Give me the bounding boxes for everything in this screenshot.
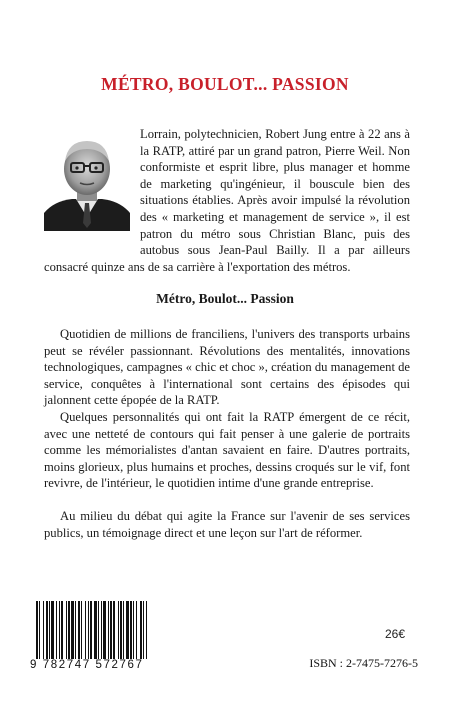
barcode-bar	[113, 601, 115, 659]
barcode-bar	[75, 601, 76, 659]
barcode-bar	[43, 601, 44, 659]
barcode-bar	[140, 601, 142, 659]
barcode-bar	[36, 601, 38, 665]
description-paragraph-1: Quotidien de millions de franciliens, l'univers des transports urbains peut se révéler passionnant. Révolutions des mentalités, innovations technologiques, campagnes « chic et choc », création du management de service, conquêtes à l'international sont certains des épisodes qui jalonnent cette épopée de la RATP.	[44, 327, 410, 408]
barcode-bar	[39, 601, 40, 665]
barcode-bar	[90, 601, 92, 665]
barcode-bar	[98, 601, 99, 659]
barcode-bar	[133, 601, 134, 659]
barcode-bar	[101, 601, 102, 659]
barcode-bar	[103, 601, 106, 659]
barcode-bar	[136, 601, 137, 659]
barcode-bar	[68, 601, 70, 659]
barcode-bar	[85, 601, 86, 659]
barcode-bar	[108, 601, 109, 659]
barcode-digits: 9 782747 572767	[28, 659, 206, 671]
barcode-bar	[66, 601, 67, 659]
barcode-bar	[146, 601, 147, 665]
book-title: MÉTRO, BOULOT... PASSION	[101, 74, 349, 94]
price: 26€	[385, 627, 406, 641]
barcode-bar	[59, 601, 60, 659]
barcode-bar	[61, 601, 63, 659]
barcode-bar	[46, 601, 48, 659]
barcode-bar	[130, 601, 132, 659]
barcode-bar	[118, 601, 119, 659]
book-subtitle: Métro, Boulot... Passion	[156, 291, 294, 306]
description-paragraph-2: Quelques personnalités qui ont fait la RATP émergent de ce récit, avec une netteté de contours qui fait penser à une galerie de portraits comme les mémorialistes d'antan savaient en faire. D'autres portraits, moins glorieux, plus humains et proches, dessins croqués sur le vif, font revivre, de l'intérieur, le quotidien intime d'une grande entreprise.	[44, 410, 410, 491]
barcode-bar	[120, 601, 122, 659]
author-biography-text: Lorrain, polytechnicien, Robert Jung entre à 22 ans à la RATP, attiré par un grand patron, Pierre Weil. Non conformiste et esprit libre, plus manager et homme de marketing qu'ingénieur, il bouscule bien des situations établies. Après avoir impulsé la révolution des « marketing et management de service », il est patron du métro sous Christian Blanc, puis des autobus sous Jean-Paul Bailly. Il a par ailleurs consacré quinze ans de sa carrière à l'exportation des métros.	[44, 127, 410, 274]
barcode-bar	[49, 601, 50, 659]
barcode-bar	[78, 601, 80, 659]
barcode-bar	[94, 601, 97, 665]
barcode-bar	[56, 601, 57, 659]
barcode-bar	[110, 601, 112, 659]
barcode-bar	[71, 601, 74, 659]
isbn-number: ISBN : 2-7475-7276-5	[309, 656, 418, 670]
barcode-bar	[81, 601, 82, 659]
barcode-bar	[143, 601, 144, 665]
description-paragraph-3: Au milieu du débat qui agite la France sur l'avenir de ses services publics, un témoignage direct et une leçon sur l'art de réformer.	[44, 509, 410, 540]
barcode-bar	[88, 601, 89, 659]
barcode-bar	[126, 601, 129, 659]
author-biography	[44, 126, 410, 275]
barcode-bar	[123, 601, 124, 659]
barcode-bar	[51, 601, 54, 659]
